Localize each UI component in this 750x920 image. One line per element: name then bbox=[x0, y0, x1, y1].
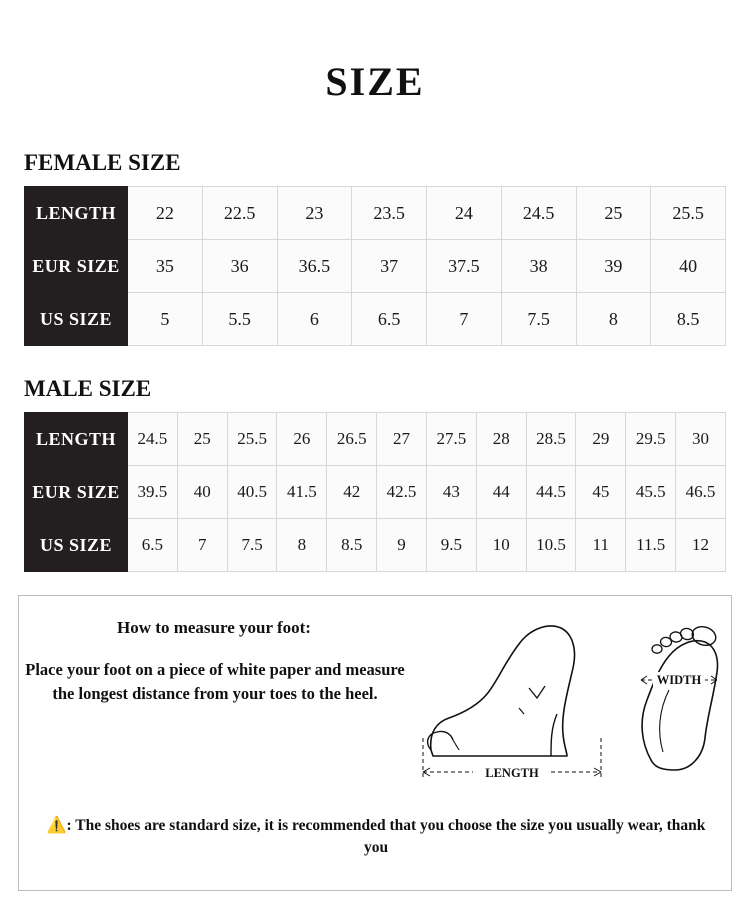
cell: 42 bbox=[327, 466, 377, 519]
cell: 46.5 bbox=[676, 466, 726, 519]
how-to-measure-title: How to measure your foot: bbox=[117, 618, 311, 637]
male-size-heading: MALE SIZE bbox=[24, 376, 152, 401]
cell: 44 bbox=[476, 466, 526, 519]
cell: 5.5 bbox=[202, 293, 277, 346]
cell: 40 bbox=[177, 466, 227, 519]
cell: 45 bbox=[576, 466, 626, 519]
cell: 6.5 bbox=[352, 293, 427, 346]
row-label-length: LENGTH bbox=[25, 187, 128, 240]
cell: 25.5 bbox=[227, 413, 277, 466]
table-row bbox=[25, 240, 726, 293]
cell: 8.5 bbox=[327, 519, 377, 572]
female-size-section-header bbox=[0, 102, 750, 176]
cell: 40.5 bbox=[227, 466, 277, 519]
foot-measurement-diagram bbox=[401, 610, 731, 800]
cell: 27.5 bbox=[426, 413, 476, 466]
cell: 40 bbox=[651, 240, 726, 293]
cell: 23 bbox=[277, 187, 352, 240]
table-row bbox=[25, 466, 726, 519]
cell: 30 bbox=[676, 413, 726, 466]
cell: 39.5 bbox=[128, 466, 178, 519]
cell: 45.5 bbox=[626, 466, 676, 519]
table-row bbox=[25, 293, 726, 346]
cell: 27 bbox=[377, 413, 427, 466]
how-to-measure-instructions: Place your foot on a piece of white paper and measure the longest distance from your toes to the heel. bbox=[25, 660, 405, 703]
cell: 42.5 bbox=[377, 466, 427, 519]
cell: 37 bbox=[352, 240, 427, 293]
cell: 41.5 bbox=[277, 466, 327, 519]
cell: 44.5 bbox=[526, 466, 576, 519]
female-size-table bbox=[24, 186, 726, 346]
cell: 8 bbox=[576, 293, 651, 346]
table-row bbox=[25, 187, 726, 240]
cell: 37.5 bbox=[427, 240, 502, 293]
cell: 6 bbox=[277, 293, 352, 346]
cell: 10.5 bbox=[526, 519, 576, 572]
cell: 25 bbox=[576, 187, 651, 240]
cell: 24 bbox=[427, 187, 502, 240]
cell: 26.5 bbox=[327, 413, 377, 466]
row-label-eur-size: EUR SIZE bbox=[25, 240, 128, 293]
row-label-us-size: US SIZE bbox=[25, 293, 128, 346]
cell: 24.5 bbox=[501, 187, 576, 240]
table-row bbox=[25, 519, 726, 572]
how-to-measure-panel bbox=[18, 595, 732, 891]
male-size-table bbox=[24, 412, 726, 572]
table-row bbox=[25, 413, 726, 466]
cell: 5 bbox=[128, 293, 203, 346]
row-label-eur-size: EUR SIZE bbox=[25, 466, 128, 519]
cell: 36 bbox=[202, 240, 277, 293]
cell: 36.5 bbox=[277, 240, 352, 293]
cell: 24.5 bbox=[128, 413, 178, 466]
cell: 8.5 bbox=[651, 293, 726, 346]
cell: 22 bbox=[128, 187, 203, 240]
cell: 29 bbox=[576, 413, 626, 466]
cell: 6.5 bbox=[128, 519, 178, 572]
cell: 7 bbox=[427, 293, 502, 346]
cell: 28 bbox=[476, 413, 526, 466]
cell: 10 bbox=[476, 519, 526, 572]
cell: 39 bbox=[576, 240, 651, 293]
cell: 11.5 bbox=[626, 519, 676, 572]
cell: 8 bbox=[277, 519, 327, 572]
cell: 38 bbox=[501, 240, 576, 293]
cell: 12 bbox=[676, 519, 726, 572]
cell: 7.5 bbox=[227, 519, 277, 572]
cell: 43 bbox=[426, 466, 476, 519]
standard-size-note-text: : The shoes are standard size, it is recommended that you choose the size you usually wear, thank you bbox=[66, 817, 706, 857]
cell: 9 bbox=[377, 519, 427, 572]
warning-triangle-icon: ⚠️ bbox=[46, 817, 67, 834]
row-label-us-size: US SIZE bbox=[25, 519, 128, 572]
cell: 11 bbox=[576, 519, 626, 572]
cell: 7.5 bbox=[501, 293, 576, 346]
cell: 28.5 bbox=[526, 413, 576, 466]
cell: 26 bbox=[277, 413, 327, 466]
cell: 22.5 bbox=[202, 187, 277, 240]
page-title: SIZE bbox=[325, 59, 425, 104]
cell: 9.5 bbox=[426, 519, 476, 572]
width-label: WIDTH bbox=[656, 673, 702, 687]
cell: 25 bbox=[177, 413, 227, 466]
cell: 7 bbox=[177, 519, 227, 572]
male-size-section-header bbox=[0, 346, 750, 402]
female-size-heading: FEMALE SIZE bbox=[24, 150, 181, 175]
cell: 29.5 bbox=[626, 413, 676, 466]
cell: 25.5 bbox=[651, 187, 726, 240]
cell: 35 bbox=[128, 240, 203, 293]
length-label: LENGTH bbox=[485, 766, 539, 780]
row-label-length: LENGTH bbox=[25, 413, 128, 466]
cell: 23.5 bbox=[352, 187, 427, 240]
standard-size-note bbox=[35, 814, 717, 860]
